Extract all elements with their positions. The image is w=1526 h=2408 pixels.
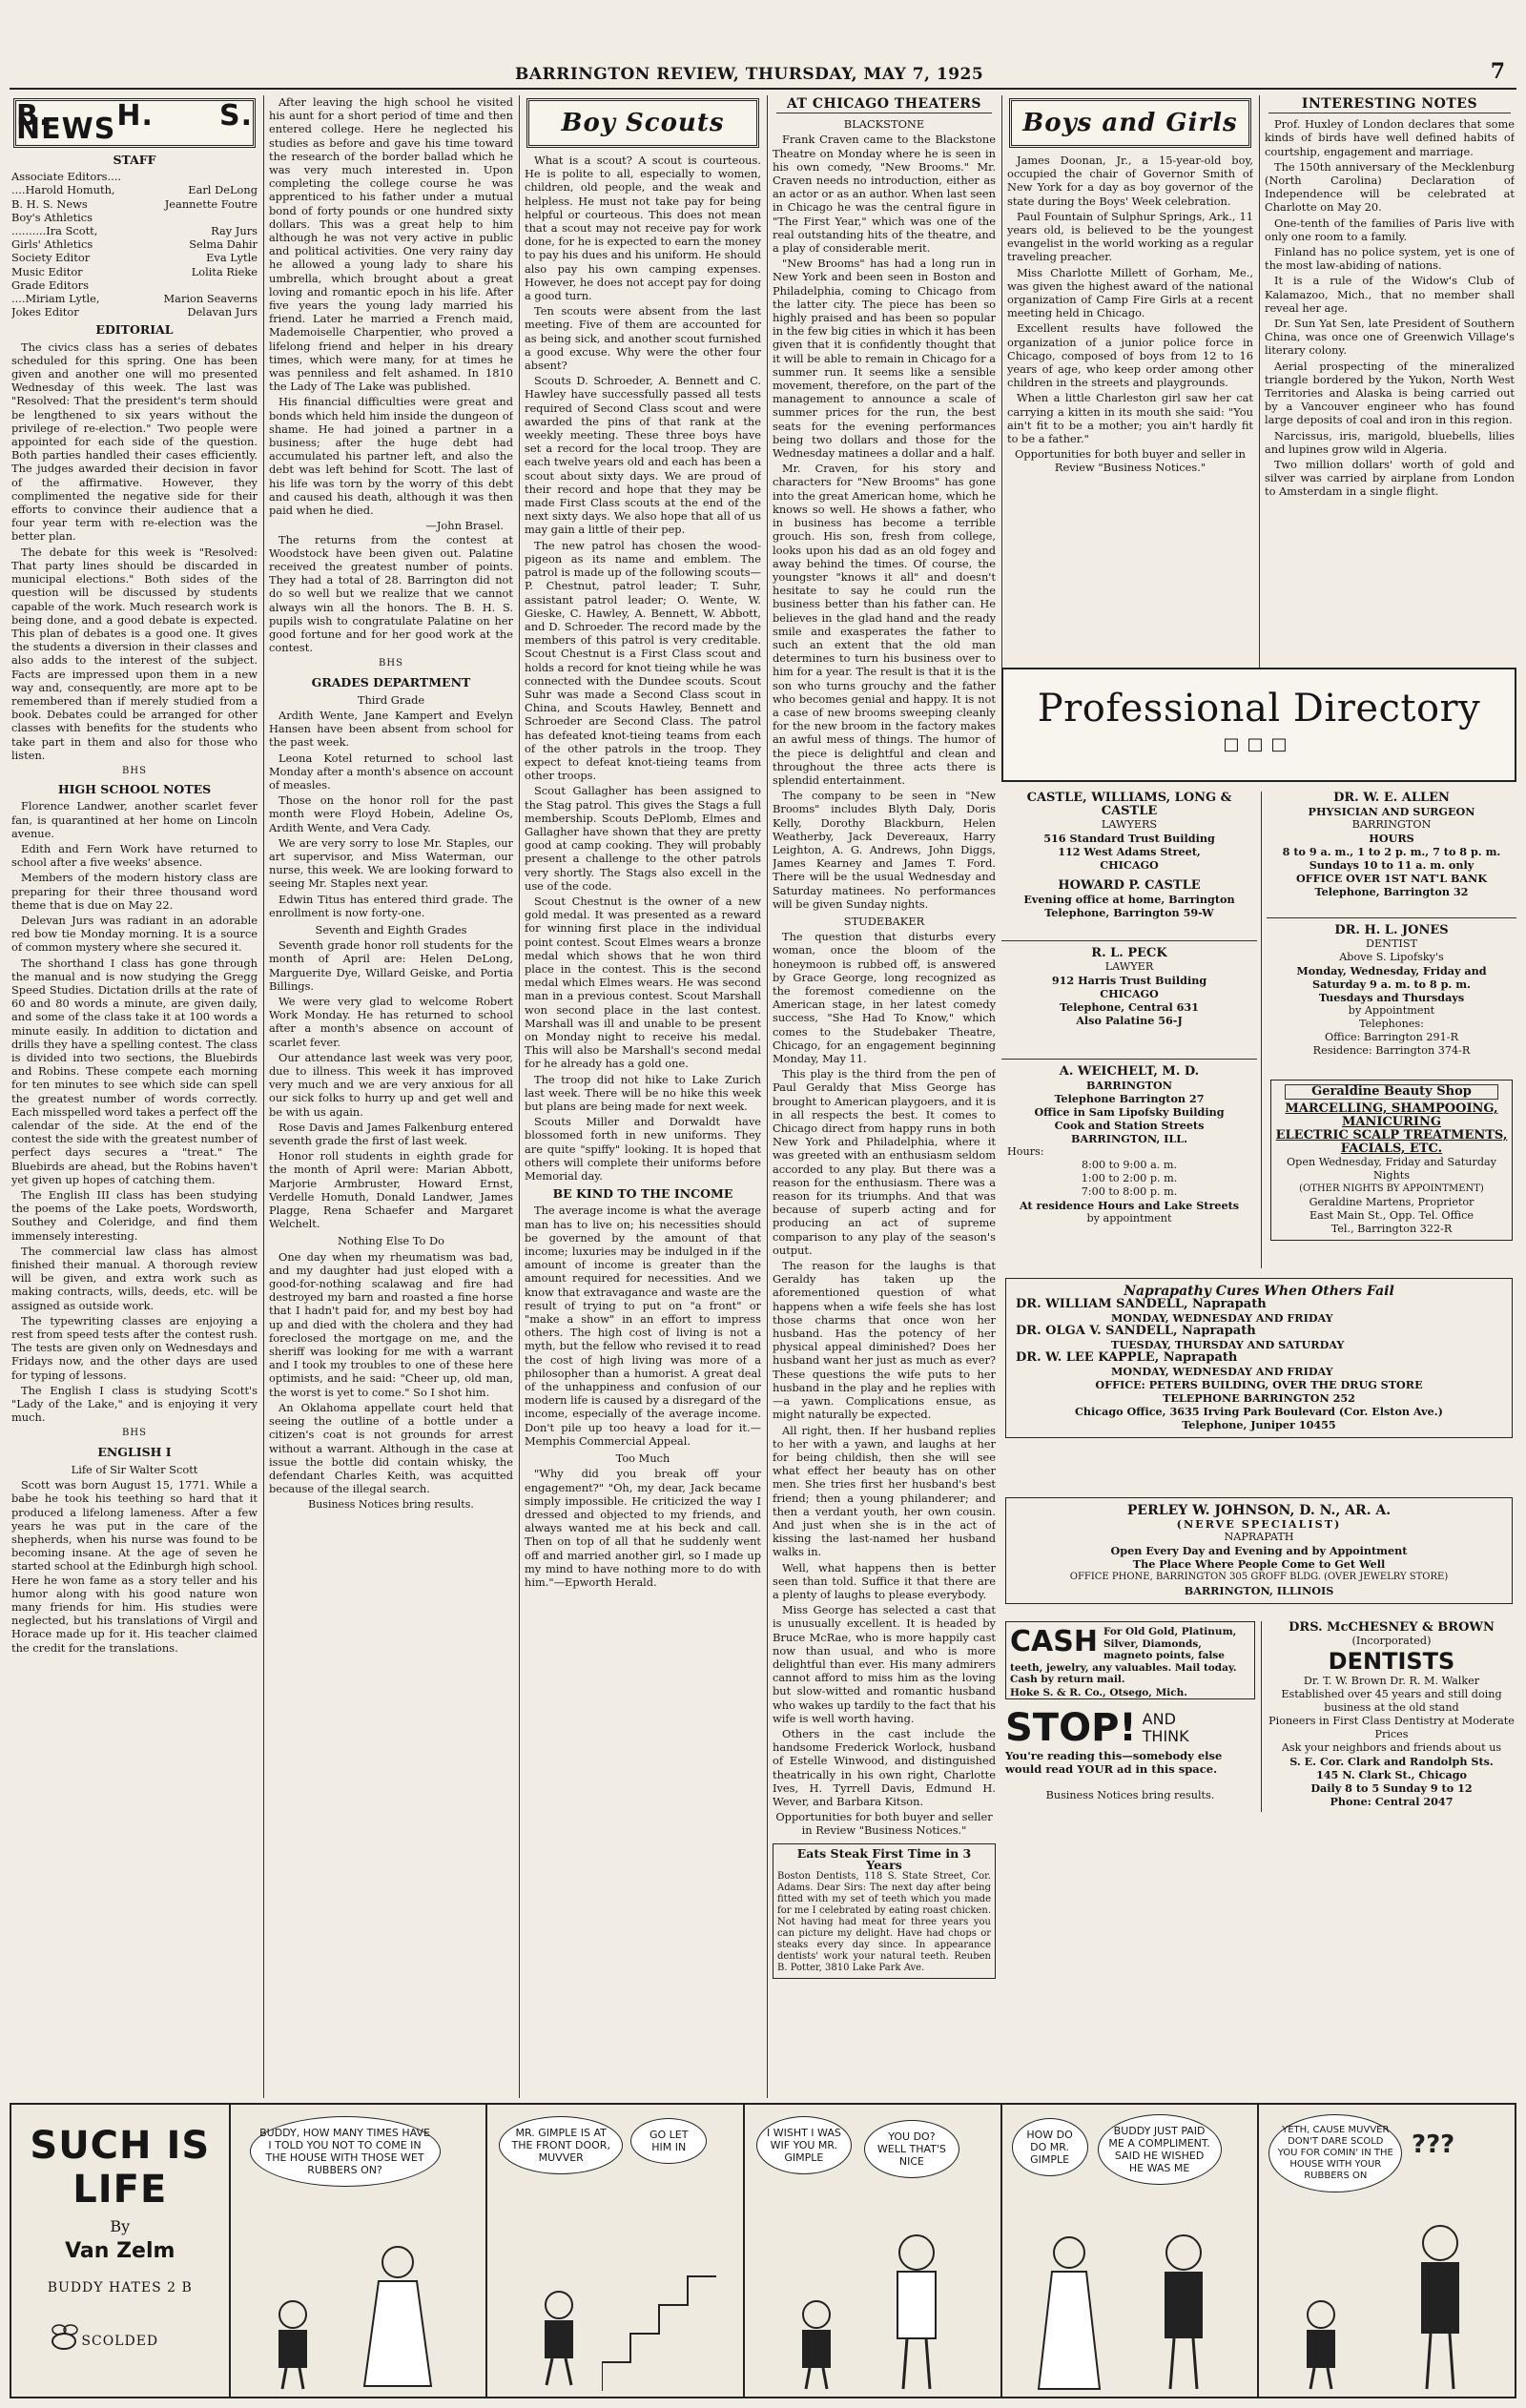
ad-line: MONDAY, WEDNESDAY AND FRIDAY (1111, 1365, 1333, 1378)
ad-line: Telephone, Juniper 10455 (1182, 1418, 1336, 1431)
ad-line: LAWYERS (1101, 818, 1158, 831)
staff-role: B. H. S. News (11, 196, 88, 211)
bhs-separator: BHS (122, 1428, 147, 1439)
ad-line: 112 West Adams Street, (1058, 845, 1201, 858)
theater-paragraph: Miss George has selected a cast that is unusually excellent. It is headed by Bruce McRae, who is more happily cast now than usual, and who is more delightful than ever. His many admirers cannot afford to miss him as the loving but slow-witted and romantic husband who wakes up tardily to the fact that his wife is well worth having. (773, 1603, 996, 1725)
staff-row (11, 292, 258, 305)
directory-banner (1001, 668, 1516, 782)
ad-line: CASTLE, WILLIAMS, LONG & CASTLE (1026, 791, 1232, 818)
theater-paragraph: The question that disturbs every woman, once the bloom of the honeymoon is rubbed off, is answered by Grace George, long recognized as the foremost comedienne on the American stage, in her latest comedy success, "She Had To Know," which comes to the Studebaker Theatre, Chicago, for an engagement beginning Monday, May 11. (773, 930, 996, 1066)
staff-row (11, 170, 258, 183)
ad-line: DR. H. L. JONES (1334, 923, 1449, 937)
interesting-note: One-tenth of the families of Paris live with only one room to a family. (1265, 216, 1515, 243)
ad-line: Telephone, Barrington 59-W (1044, 906, 1214, 919)
directory-divider (1261, 1621, 1262, 1812)
ad-line: 912 Harris Trust Building (1051, 974, 1207, 987)
note-item: The commercial law class has almost finished their manual. A thorough review will be given, and extra work such as making contracts, wills, deeds, etc. will be assigned as outside work. (11, 1244, 258, 1312)
interesting-note: Dr. Sun Yat Sen, late President of Southern China, was once one of Greenwich Village's literary colony. (1265, 317, 1515, 358)
staff-role: ..........Ira Scott, (11, 224, 98, 238)
staff-role: Jokes Editor (11, 305, 79, 319)
editorial-paragraph: The debate for this week is "Resolved: That party lines should be discarded in municipal elections." Both sides of the question will be discussed by students capable of the work. Much research work is being done, and a good debate is expected. This plan of debates is a good one. It gives the students a diversion in their classes and also adds to the interest of the subject. Facts are impressed upon them in a new way and, consequently, are more apt to be remembered than if merely studied from a book. Debates could be arranged for other classes with benefits for the students who take part in them and also for those who listen. (11, 545, 258, 762)
ad-line: TUESDAY, THURSDAY AND SATURDAY (1111, 1338, 1345, 1351)
woodstock-paragraph: The returns from the contest at Woodstock have been given out. Palatine received the greatest number of points. They had a total of 28. Barrington did not do so well but we realize that we cannot always win all the honors. The B. H. S. pupils wish to congratulate Palatine on her good fortune and for her good work at the contest. (269, 532, 513, 655)
ad-line: (NERVE SPECIALIST) (1176, 1517, 1342, 1531)
directory-divider (1261, 792, 1262, 1268)
business-footer: Business Notices bring results. (1045, 1789, 1215, 1801)
speech-bubble: BUDDY JUST PAID ME A COMPLIMENT. SAID HE WISHED HE WAS ME (1098, 2114, 1222, 2185)
studebaker-heading: STUDEBAKER (843, 914, 925, 928)
interesting-note: Narcissus, iris, marigold, bluebells, lilies and lupines grow wild in Algeria. (1265, 428, 1515, 456)
ad-line: Hours: (1007, 1145, 1044, 1158)
speech-bubble: BUDDY, HOW MANY TIMES HAVE I TOLD YOU NOT TO COME IN THE HOUSE WITH THOSE WET RUBBERS ON? (250, 2116, 441, 2187)
scott-paragraph: Scott was born August 15, 1771. While a babe he took his teething so hard that it produced a lifelong lameness. After a few years he was put in the care of the shepherds, when his nurse was found to be becoming insane. At the age of seven he started school at the Edinburgh high school. Here he won fame as a story teller and his humor along with his good nature won many friends for him. His studies were neglected, but his translations of Virgil and Horace made up for it. His teacher claimed the credit for the translations. (11, 1478, 258, 1655)
cash-ad (1005, 1621, 1255, 1699)
ad-line: Ask your neighbors and friends about us (1281, 1741, 1502, 1754)
ad-line: Telephone Barrington 27 (1054, 1092, 1205, 1105)
too-much-heading: Too Much (615, 1451, 670, 1466)
comic-panel-3 (745, 2105, 1002, 2397)
scout-paragraph: Scout Gallagher has been assigned to the Stag patrol. This gives the Stags a full membership. Scouts DePlomb, Elmes and Gallagher have shown that they are pretty good at camp cooking. They will probably present a challenge to the other patrols very shortly. The Stags also excell in the use of the code. (525, 784, 761, 893)
ad-line: 1:00 to 2:00 p. m. (1081, 1172, 1178, 1184)
grade-item: Rose Davis and James Falkenburg entered seventh grade the first of last week. (269, 1120, 513, 1148)
note-item: The English III class has been studying the poems of the Lake poets, Wordsworth, Southey and Coleridge, and find them immensely interesting. (11, 1188, 258, 1243)
castle-ad (1001, 792, 1257, 872)
comic-word: SCOLDED (81, 2334, 159, 2349)
ad-line: Sundays 10 to 11 a. m. only (1309, 858, 1474, 872)
scott-paragraph: His financial difficulties were great and bonds which held him inside the dungeon of shame. He had joined a partner in a business; after the huge debt had accumulated his partner left, and also the debt was left behind for Scott. The last of his life was torn by the worry of this debt and caused his death, although it was then paid when he died. (269, 395, 513, 518)
ad-line: by Appointment (1348, 1004, 1435, 1017)
ad-line: Tuesdays and Thursdays (1318, 991, 1465, 1004)
interesting-note: Two million dollars' worth of gold and silver was carried by airplane from London to Amsterdam in a single flight. (1265, 458, 1515, 499)
jones-ad (1267, 917, 1516, 1058)
bhs-separator: BHS (122, 765, 147, 776)
interesting-notes-column (1265, 95, 1515, 658)
ad-line: Hoke S. & R. Co., Otsego, Mich. (1010, 1686, 1187, 1698)
beauty-shop-ad (1270, 1080, 1513, 1241)
comic-title: SUCH IS LIFE (30, 2124, 211, 2212)
staff-row (11, 265, 258, 278)
column-rule (1259, 95, 1260, 668)
boys-girls-column (1007, 95, 1253, 658)
boys-girls-paragraph: Miss Charlotte Millett of Gorham, Me., was given the highest award of the national organization of Camp Fire Girls at a recent meeting held in Chicago. (1007, 265, 1253, 320)
interesting-note: The 150th anniversary of the Mecklenburg (North Carolina) Declaration of Independence will be celebrated at Charlotte on May 20. (1265, 159, 1515, 215)
staff-name: Selma Dahir (189, 237, 258, 252)
speech-bubble: YETH, CAUSE MUVVER DON'T DARE SCOLD YOU FOR COMIN' IN THE HOUSE WITH YOUR RUBBERS ON (1268, 2114, 1402, 2192)
scout-paragraph: Ten scouts were absent from the last meeting. Five of them are accounted for as being sick, and another scout furnished a good excuse. Why were the other four absent? (525, 304, 761, 373)
ad-line: Pioneers in First Class Dentistry at Moderate Prices (1268, 1715, 1515, 1740)
scott-signature: —John Brasel. (425, 519, 504, 533)
ad-line: Geraldine Martens, Proprietor (1309, 1196, 1474, 1208)
ad-line: OFFICE PHONE, BARRINGTON 305 GROFF BLDG. (OVER JEWELRY STORE) (1069, 1572, 1449, 1582)
ad-line: DR. OLGA V. SANDELL, Naprapath (1016, 1324, 1256, 1338)
man-figure-icon (1136, 2229, 1231, 2391)
staff-role: Society Editor (11, 251, 91, 265)
ad-line: BARRINGTON, ILLINOIS (1184, 1584, 1334, 1597)
ad-line: BARRINGTON (1351, 818, 1432, 831)
ad-line: Above S. Lipofsky's (1339, 951, 1444, 963)
ad-line: R. L. PECK (1091, 946, 1167, 960)
ad-line: Phone: Central 2047 (1330, 1795, 1454, 1808)
peck-ad (1001, 940, 1257, 1027)
ad-line: HOURS (1369, 832, 1414, 845)
theater-paragraph: Mr. Craven, for his story and characters for "New Brooms" has gone into the great American home, which he knows so well. He shows a father, who in business has become a terrible grouch. His son, fresh from college, looks upon his dad as an old fogey and away behind the times. Of course, the youngster "knows it all" and doesn't hesitate to say he could run the business better than his father can. He believes in the glad hand and the ready smile and exasperates the father to such an extent that the old man determines to turn his business over to him for a year. The result is that it is the son who turns grouchy and the father who becomes genial and happy. It is not a case of new brooms sweeping cleanly for the new broom in the factory makes an awful mess of things. The humor of the piece is delightful and clean and throughout the three acts there is splendid entertainment. (773, 462, 996, 787)
bhs-separator: BHS (379, 658, 403, 669)
note-item: The English I class is studying Scott's "Lady of the Lake," and is enjoying it very much. (11, 1383, 258, 1425)
comic-by: By (110, 2217, 131, 2235)
scout-paragraph: Scouts D. Schroeder, A. Bennett and C. Hawley have successfully passed all tests required of Second Class scout and were awarded the pins of that rank at the weekly meeting. These three boys have set a record for the local troop. They are each twelve years old and each has been a scout about sixty days. We are proud of their record and hope that they may be made First Class scouts at the end of the next sixty days. We also hope that all of us may gain a little of their pep. (525, 374, 761, 537)
boy-scouts-masthead: Boy Scouts (526, 98, 759, 148)
cash-heading: CASH (1010, 1625, 1098, 1658)
scott-heading: Life of Sir Walter Scott (71, 1462, 198, 1476)
blackstone-heading: BLACKSTONE (843, 117, 925, 132)
boy-figure-icon (259, 2295, 326, 2391)
page-number: 7 (1490, 59, 1505, 84)
grade-item: Ardith Wente, Jane Kampert and Evelyn Hansen have been absent from school for the past week. (269, 708, 513, 750)
comic-strip (10, 2103, 1516, 2398)
scout-paragraph: The troop did not hike to Lake Zurich last week. There will be no hike this week but plans are being made for next week. (525, 1072, 761, 1114)
stop-ad (1005, 1707, 1255, 1802)
ad-line: At residence Hours and Lake Streets (1019, 1199, 1240, 1212)
ad-line: Telephones: (1359, 1018, 1424, 1030)
ad-line: by appointment (1086, 1212, 1172, 1225)
ad-line: PERLEY W. JOHNSON, D. N., AR. A. (1126, 1503, 1392, 1518)
staff-role: ....Miriam Lytle, (11, 292, 100, 306)
ad-line: Residence: Barrington 374-R (1312, 1044, 1471, 1057)
ad-line: Naprapathy Cures When Others Fail (1124, 1284, 1394, 1299)
man-figure-icon (1392, 2219, 1488, 2391)
note-item: The shorthand I class has gone through the manual and is now studying the Gregg Speed Studies. Dictation drills at the rate of 60 and 80 words a minute, are given daily, and some of the class take it at 100 words a minute easily. In addition to dictation and drills they have a spelling contest. The class is divided into two sections, the Bluebirds and Robins. These compete each morning for ten minutes to see which side can spell the greatest number of words correctly. Each misspelled word takes a perfect off the calendar of the side. At the end of the contest the side with the greatest number of perfect days secures a "treat." The Bluebirds are ahead, but the Robins haven't yet given up hopes of catching them. (11, 956, 258, 1186)
ad-line: DR. WILLIAM SANDELL, Naprapath (1016, 1297, 1267, 1311)
mother-figure-icon (345, 2238, 450, 2391)
business-footer: Opportunities for both buyer and seller in Review "Business Notices." (1015, 447, 1246, 475)
ad-line: S. E. Cor. Clark and Randolph Sts. (1289, 1755, 1494, 1768)
staff-role: ....Harold Homuth, (11, 183, 115, 197)
ad-line: Cook and Station Streets (1054, 1119, 1205, 1132)
note-item: The typewriting classes are enjoying a rest from speed tests after the contest rush. The tests are given only on Wednesdays and Fridays now, and the other days are used for typing of lessons. (11, 1313, 258, 1382)
ad-line: 8 to 9 a. m., 1 to 2 p. m., 7 to 8 p. m. (1282, 845, 1501, 858)
ad-line: LAWYER (1104, 960, 1154, 973)
ad-line: The Place Where People Come to Get Well (1132, 1557, 1386, 1571)
ad-line: Chicago Office, 3635 Irving Park Boulevard (Cor. Elston Ave.) (1075, 1405, 1443, 1418)
speech-bubble: I WISHT I WAS WIF YOU MR. GIMPLE (756, 2116, 852, 2174)
scott-paragraph: After leaving the high school he visited his aunt for a short period of time and then entered college. Here he neglected his studies as before and gave his time toward the research of the border ballad which he was very much interested in. Upon completing the college course he was apprenticed to his father under a mutual bond of forty pounds or one hundred sixty dollars. This was a great help to him although he was not very active in public and political activities. One very rainy day he allowed a young lady to share his umbrella, which brought about a great loving and romantic epoch in his life. After five years the young lady married his friend. Later he married a French maid, Mademoiselle Charpentier, who proved a lifelong friend and helper in his dreary times, which were many, for at times he was penniless and felt ashamed. In 1810 the Lady of The Lake was published. (269, 95, 513, 394)
ad-line: DR. W. LEE KAPPLE, Naprapath (1016, 1350, 1238, 1365)
mother-figure-icon (1021, 2229, 1117, 2391)
grade-item: Leona Kotel returned to school last Monday after a month's absence on account of measles. (269, 751, 513, 792)
column-rule (1001, 95, 1002, 668)
scout-paragraph: The new patrol has chosen the wood-pigeon as its name and emblem. The patrol is made up of the following scouts—P. Chestnut, patrol leader; T. Suhr, assistant patrol leader; O. Wente, W. Gieske, C. Hawley, A. Bennett, W. Abbott, and D. Schroeder. The record made by the members of this patrol is very creditable. Scout Chestnut is a First Class scout and holds a record for knot tieing while he was connected with the Dundee scouts. Scout Suhr was made a Second Class scout in China, and Scouts Hawley, Bennett and Schroeder are Second Class. The patrol has defeated knot-tieing teams from each of the other patrols in the troop. They expect to defeat knot-tieing teams from other troops. (525, 538, 761, 783)
interesting-note: Prof. Huxley of London declares that some kinds of birds have well defined habits of courtship, engagement and marriage. (1265, 117, 1515, 158)
too-much-paragraph: "Why did you break off your engagement?" "Oh, my dear, Jack became simply impossible. He criticized the way I dressed and objected to my friends, and always wanted me at his beck and call. Then on top of all that he suddenly went off and married another girl, so I made up my mind to have nothing more to do with him."—Epworth Herald. (525, 1467, 761, 1589)
ad-line: Telephone, Barrington 32 (1314, 885, 1469, 898)
grade-item: We were very glad to welcome Robert Work Monday. He has returned to school after a month's absence on account of scarlet fever. (269, 995, 513, 1049)
ad-line: TELEPHONE BARRINGTON 252 (1163, 1391, 1355, 1405)
speech-bubble: HOW DO DO MR. GIMPLE (1012, 2118, 1088, 2176)
header-rule (10, 88, 1516, 90)
boy-figure-icon (783, 2295, 850, 2391)
theater-paragraph: "New Brooms" has had a long run in New York and been seen in Boston and Philadelphia, coming to Chicago from the latter city. The piece has been so highly praised and has been so popular in the few big cities in which it has been given that it is confidently thought that it will be able to remain in Chicago for a summer run. It seems like a sensible movement, therefore, on the part of the management to announce a scale of summer prices for the run, the best seats for the evening performances being two dollars and those for the Wednesday matinees a dollar and a half. (773, 257, 996, 461)
grade-item: Our attendance last week was very poor, due to illness. This week it has improved very much and we are very anxious for all our sick folks to hurry up and get well and be with us again. (269, 1050, 513, 1119)
mcchesney-ad (1267, 1621, 1516, 1808)
seventh-grade-heading: Seventh and Eighth Grades (315, 922, 467, 936)
staff-name: Eva Lytle (206, 251, 258, 265)
notes-heading: HIGH SCHOOL NOTES (57, 782, 212, 797)
boys-girls-paragraph: When a little Charleston girl saw her cat carrying a kitten in its mouth she said: "You ain't fit to be a mother; you ain't hardly fit to be a father." (1007, 391, 1253, 446)
staff-row (11, 197, 258, 211)
professional-directory (1001, 668, 1516, 2098)
steak-ad (773, 1843, 996, 1979)
boys-girls-paragraph: Excellent results have followed the organization of a junior police force in Chicago, composed of boys from 12 to 16 years of age, who keep order among other children in the streets and playgrounds. (1007, 321, 1253, 390)
speech-bubble: MR. GIMPLE IS AT THE FRONT DOOR, MUVVER (499, 2116, 623, 2174)
scout-paragraph: What is a scout? A scout is courteous. He is polite to all, especially to women, children, old people, and the weak and helpless. He must not take pay for being helpful or courteous. This does not mean that a scout may not receive pay for work done, for he is expected to earn the money to pay his dues and his uniform. He should also pay his own camping expenses. However, he does not accept pay for doing a good turn. (525, 154, 761, 303)
ad-line: Telephone, Central 631 (1060, 1000, 1199, 1014)
ad-line: BARRINGTON (1085, 1079, 1173, 1092)
ad-line: Dr. T. W. Brown Dr. R. M. Walker (1303, 1675, 1480, 1687)
ad-line: Open Wednesday, Friday and Saturday Nights (1287, 1156, 1496, 1182)
business-footer: Opportunities for both buyer and seller in Review "Business Notices." (775, 1810, 993, 1838)
stairs-icon (602, 2248, 716, 2391)
ad-line: Open Every Day and Evening and by Appointment (1110, 1544, 1408, 1557)
directory-title: Professional Directory (1037, 687, 1481, 731)
theaters-heading: AT CHICAGO THEATERS (776, 97, 992, 113)
ad-line: 8:00 to 9:00 a. m. (1081, 1159, 1178, 1171)
staff-name: Delavan Jurs (187, 305, 258, 319)
grade-item: Those on the honor roll for the past month were Floyd Hobein, Adeline Os, Ardith Wente, and Vera Cady. (269, 793, 513, 834)
speech-bubble: YOU DO? WELL THAT'S NICE (864, 2120, 959, 2178)
page-header (0, 0, 1526, 95)
comic-panel-5 (1259, 2105, 1515, 2397)
ad-line: HOWARD P. CASTLE (1058, 878, 1201, 893)
ad-line: OFFICE: PETERS BUILDING, OVER THE DRUG STORE (1095, 1378, 1423, 1391)
comic-subtitle: BUDDY HATES 2 B (47, 2280, 193, 2295)
staff-name: Lolita Rieke (191, 264, 258, 278)
man-figure-icon (869, 2229, 964, 2391)
note-item: Florence Landwer, another scarlet fever fan, is quarantined at her home on Lincoln avenue. (11, 799, 258, 840)
theater-paragraph: All right, then. If her husband replies to her with a yawn, and laughs at her for being childish, then she will see what effect her beauty has on other men. She tries first her husband's best friend; then a young philanderer; and then a verdant youth, her own cousin. And just when she is in the act of kissing the last-named her husband walks in. (773, 1423, 996, 1559)
bhs-news-column (11, 95, 258, 2098)
note-item: Members of the modern history class are preparing for their three thousand word theme that is due on May 22. (11, 871, 258, 912)
third-grade-heading: Third Grade (357, 692, 425, 707)
ad-line: Also Palatine 56-J (1076, 1014, 1183, 1027)
nothing-heading: Nothing Else To Do (338, 1234, 444, 1248)
interesting-note: Aerial prospecting of the mineralized triangle bordered by the Yukon, North West Territories and Alaska is being carried out by a Vancouver engineer who has found large deposits of coal and iron in this region. (1265, 359, 1515, 427)
staff-name: Jeannette Foutre (164, 196, 258, 211)
theater-paragraph: Well, what happens then is better seen than told. Suffice it that there are a plenty of laughs to please everybody. (773, 1560, 996, 1601)
question-marks-icon (1412, 2124, 1478, 2162)
business-footer: Business Notices bring results. (308, 1498, 474, 1512)
staff-row (11, 211, 258, 224)
stop-heading: STOP! (1005, 1706, 1137, 1750)
oklahoma-paragraph: An Oklahoma appellate court held that seeing the outline of a bottle under a citizen's coat is not grounds for arrest without a warrant. Although in the case at issue the bottle did contain whisky, the defendant Charles Keith, was acquitted because of the illegal search. (269, 1400, 513, 1496)
ad-line: PHYSICIAN AND SURGEON (1308, 805, 1475, 818)
ad-line: Geraldine Beauty Shop (1285, 1084, 1498, 1100)
grade-item: Edwin Titus has entered third grade. The enrollment is now forty-one. (269, 892, 513, 919)
column-rule (767, 95, 768, 2098)
boy-figure-icon (1288, 2295, 1354, 2391)
ad-line: OFFICE OVER 1ST NAT'L BANK (1295, 872, 1488, 885)
ad-line: East Main St., Opp. Tel. Office (1309, 1209, 1474, 1222)
grade-item: We are very sorry to lose Mr. Staples, our art supervisor, and Miss Waterman, our nurse, this week. We are looking forward to seeing Mr. Staples next year. (269, 835, 513, 891)
staff-name: Marion Seaverns (163, 292, 258, 306)
ad-line: 7:00 to 8:00 p. m. (1081, 1185, 1178, 1198)
staff-role: Boy's Athletics (11, 210, 93, 224)
ad-line: Daily 8 to 5 Sunday 9 to 12 (1310, 1781, 1473, 1795)
editorial-heading: EDITORIAL (95, 322, 174, 338)
staff-heading: STAFF (113, 153, 156, 167)
staff-row (11, 224, 258, 237)
ad-line: A. WEICHELT, M. D. (1059, 1064, 1200, 1079)
bhs-news-masthead: B. H. S. NEWS (13, 98, 256, 148)
income-heading: BE KIND TO THE INCOME (552, 1186, 733, 1202)
ad-line: For Old Gold, Platinum, Silver, Diamonds, magneto points, false teeth, jewelry, any valuables. Mail today. Cash by return mail. (1010, 1626, 1237, 1685)
steak-ad-body: Boston Dentists, 118 S. State Street, Cor. Adams. Dear Sirs: The next day after being fitted with my set of teeth which you made for me I celebrated by eating roast chicken. Not having had meat for three years you can picture my delight. Have had chops or steaks every day since. In appearance dentists' work your natural teeth. Reuben B. Potter, 3810 Lake Park Ave. (777, 1870, 991, 1973)
ad-line: (Incorporated) (1351, 1635, 1432, 1647)
theater-paragraph: The reason for the laughs is that Geraldy has taken up the aforementioned question of what happens when a wife feels she has lost those charms that once won her husband. Has the potency of her physical appeal diminished? Does her husband want her just as much as ever? These questions the wife puts to her husband in the play and he replies with —a yawn. Complications ensue, as might naturally be expected. (773, 1259, 996, 1422)
staff-role: Grade Editors (11, 278, 89, 292)
grade-item: Seventh grade honor roll students for the month of April are: Helen DeLong, Marguerite Dye, Willard Geiske, and Portia Billings. (269, 938, 513, 993)
theater-paragraph: This play is the third from the pen of Paul Geraldy that Miss George has brought to American playgoers, and it is in all respects the best. It comes to Chicago direct from happy runs in both New York and Philadelphia, where it was greeted with an enthusiasm seldom accorded to any play. But there was a reason for the enthusiasm. There was a reason for its triumphs. And that was because of superb acting and for producing an act of supreme comparison to any play of the season's output. (773, 1067, 996, 1257)
nothing-paragraph: One day when my rheumatism was bad, and my daughter had just eloped with a good-for-nothing scalawag and fire had destroyed my barn and roasted a fine horse that I hadn't paid for, and my best boy had up and died with the cholera and they had foreclosed the mortgage on me, and the sheriff was looking for me with a warrant and I took my troubles to one of these here optimists, and he said: "Cheer up, old man, the worst is yet to come." So I shot him. (269, 1249, 513, 1399)
weichelt-ad (1001, 1059, 1257, 1225)
theaters-column (773, 95, 996, 2098)
dentists-heading: DENTISTS (1328, 1648, 1455, 1675)
comic-title-panel (11, 2105, 231, 2397)
column-rule (263, 95, 264, 2098)
ad-line: DENTIST (1366, 937, 1417, 950)
theater-paragraph: Others in the cast include the handsome Frederick Worlock, husband of Estelle Winwood, and distinguished theatrically in his own right, Charlotte Ives, H. Tyrrell Davis, Edmund H. Wever, and Barbara Kitson. (773, 1726, 996, 1808)
ad-line: Tel., Barrington 322-R (1330, 1223, 1453, 1235)
theater-paragraph: The company to be seen in "New Brooms" includes Blyth Daly, Doris Kelly, Dorothy Blackburn, Helen Weatherby, Jack Devereaux, Harry Leighton, A. G. Andrews, John Diggs, James Kearney and James T. Ford. There will be the usual Wednesday and Saturday matinees. No performances will be given Sunday nights. (773, 789, 996, 911)
steak-ad-heading: Eats Steak First Time in 3 Years (796, 1845, 972, 1872)
ad-line: MARCELLING, SHAMPOOING, MANICURING (1285, 1101, 1498, 1129)
column-rule (519, 95, 520, 2098)
naprapathy-ad (1005, 1278, 1513, 1438)
newspaper-title: BARRINGTON REVIEW, THURSDAY, MAY 7, 1925 (515, 65, 984, 84)
ad-line: Saturday 9 a. m. to 8 p. m. (1312, 978, 1471, 991)
bee-icon (40, 2315, 88, 2362)
bhs-continued-column (269, 95, 513, 2098)
ad-line: Evening office at home, Barrington (1023, 893, 1235, 906)
ad-line: (OTHER NIGHTS BY APPOINTMENT) (1299, 1183, 1484, 1194)
grades-heading: GRADES DEPARTMENT (311, 674, 471, 689)
boys-girls-paragraph: Paul Fountain of Sulphur Springs, Ark., 11 years old, is believed to be the youngest evangelist in the world working as a regular traveling preacher. (1007, 209, 1253, 264)
ad-line: NAPRAPATH (1224, 1531, 1294, 1543)
staff-role: Music Editor (11, 264, 83, 278)
interesting-notes-heading: INTERESTING NOTES (1268, 97, 1511, 113)
note-item: Edith and Fern Work have returned to school after a five weeks' absence. (11, 841, 258, 870)
comic-panel-1 (231, 2105, 488, 2397)
ad-line: You're reading this—somebody else would read YOUR ad in this space. (1005, 1749, 1223, 1776)
boys-girls-paragraph: James Doonan, Jr., a 15-year-old boy, occupied the chair of Governor Smith of New York for a day as boy governor of the state during the Boys' Week celebration. (1007, 154, 1253, 208)
staff-row (11, 183, 258, 196)
income-paragraph: The average income is what the average man has to live on; his necessities should be governed by the amount of that income; luxuries may be indulged in if the amount of income is greater than the amount required for necessities. And we know that extravagance and waste are the result of trying to put on "a front" or "make a show" in an effort to impress others. The high cost of living is not a myth, but the fellow who revised it to read the cost of high living was more of a philosopher than a humorist. A great deal of the unhappiness and confusion of our modern life is caused by a disregard of the income, especially of the average income. Don't pile up too heavy a load for it.—Memphis Commercial Appeal. (525, 1204, 761, 1448)
comic-panel-2 (487, 2105, 745, 2397)
staff-name: Ray Jurs (211, 224, 258, 238)
scout-paragraph: Scout Chestnut is the owner of a new gold medal. It was presented as a reward for winning first place in the individual point contest. Scout Elmes wears a bronze medal which shows that he won third place in the contest. This is the second medal which Elmes wears. He was second man in a previous contest. Scout Marshall won second place in the last contest. Marshall was ill and unable to be present on Monday night to receive his medal. This will also be Marshall's second medal for he already has a gold one. (525, 894, 761, 1071)
allen-ad (1267, 792, 1516, 898)
ad-line: Office in Sam Lipofsky Building (1034, 1105, 1225, 1119)
staff-row (11, 251, 258, 264)
johnson-ad (1005, 1497, 1513, 1604)
note-item: Delevan Jurs was radiant in an adorable red bow tie Monday morning. It is a source of common mystery where she secured it. (11, 913, 258, 955)
staff-role: Associate Editors.... (11, 170, 121, 184)
staff-name: Earl DeLong (188, 183, 258, 197)
ad-line: MONDAY, WEDNESDAY AND FRIDAY (1111, 1311, 1333, 1325)
stop-subheading: AND THINK (1142, 1710, 1189, 1745)
staff-row (11, 278, 258, 292)
staff-row (11, 237, 258, 251)
ad-line: ELECTRIC SCALP TREATMENTS, FACIALS, ETC. (1275, 1128, 1508, 1156)
svg-text:???: ??? (1412, 2130, 1455, 2159)
staff-row (11, 305, 258, 319)
ad-line: CHICAGO (1100, 858, 1159, 872)
english-heading: ENGLISH I (97, 1444, 172, 1459)
theater-paragraph: Frank Craven came to the Blackstone Theatre on Monday where he is seen in his own comedy, "New Brooms." Mr. Craven needs no introduction, either as an actor or as an author. When last seen in Chicago he was the central figure in "The First Year," which was one of the real outstanding hits of the theatre, and a play of considerable merit. (773, 133, 996, 256)
ad-line: DRS. McCHESNEY & BROWN (1289, 1620, 1495, 1635)
staff-role: Girls' Athletics (11, 237, 93, 252)
comic-author: Van Zelm (65, 2239, 175, 2263)
ad-line: 516 Standard Trust Building (1043, 832, 1215, 845)
ad-line: Office: Barrington 291-R (1325, 1031, 1458, 1043)
comic-panel-4 (1002, 2105, 1260, 2397)
boy-scouts-column (525, 95, 761, 2098)
ad-line: Established over 45 years and still doing business at the old stand (1281, 1688, 1502, 1714)
ad-line: DR. W. E. ALLEN (1333, 791, 1450, 805)
speech-bubble: GO LET HIM IN (630, 2118, 707, 2164)
boys-girls-masthead: Boys and Girls (1009, 98, 1251, 148)
scout-paragraph: Scouts Miller and Dorwaldt have blossomed forth in new uniforms. They are quite "spiffy" looking. It is hoped that others will complete their uniforms before Memorial day. (525, 1115, 761, 1183)
interesting-note: It is a rule of the Widow's Club of Kalamazoo, Mich., that no member shall reveal her age. (1265, 274, 1515, 315)
directory-dots: □□□ (1223, 734, 1295, 754)
boy-figure-icon (526, 2286, 592, 2391)
howard-castle-ad (1001, 879, 1257, 919)
ad-line: 145 N. Clark St., Chicago (1315, 1768, 1468, 1781)
editorial-paragraph: The civics class has a series of debates scheduled for this spring. One has been given and another one will mo presented Wednesday of this week. The last was "Resolved: That the president's term should be lengthened to six years without the privilege of re-election." Two people were appointed for each side of the question. Both parties handled their cases efficiently. The judges awarded their decision in favor of the affirmative. However, they complimented the negative side for their efforts to convince their audience that a four year term with re-election was the better plan. (11, 340, 258, 544)
ad-line: Monday, Wednesday, Friday and (1296, 964, 1487, 978)
interesting-note: Finland has no police system, yet is one of the most law-abiding of nations. (1265, 245, 1515, 273)
ad-line: BARRINGTON, ILL. (1071, 1132, 1187, 1145)
staff-list (11, 170, 258, 319)
grade-item: Honor roll students in eighth grade for the month of April were: Marian Abbott, Marjorie Armbruster, Howard Ernst, Verdelle Homuth, Donald Landwer, James Plagge, Rena Schaefer and Margaret Welchelt. (269, 1149, 513, 1231)
ad-line: CHICAGO (1100, 987, 1159, 1000)
